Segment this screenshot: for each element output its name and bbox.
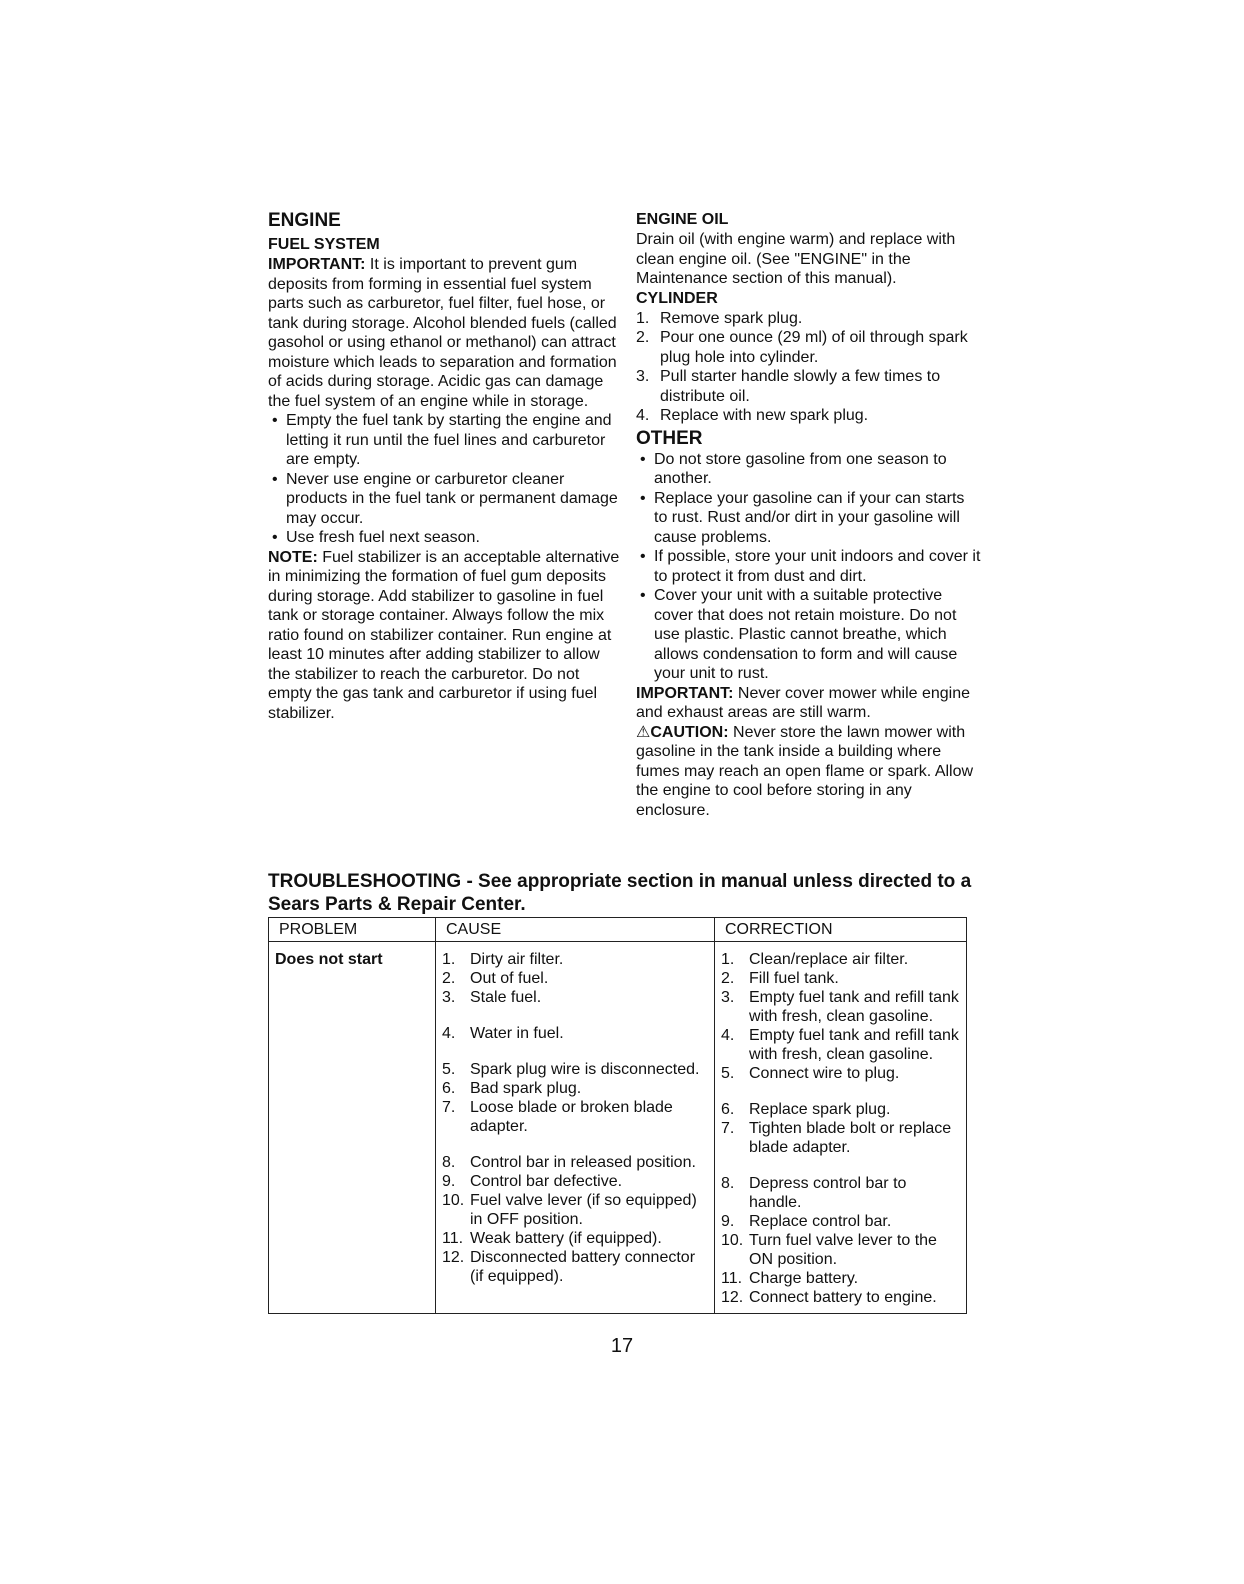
list-item: 2. Pour one ounce (29 ml) of oil through spark plug hole into cylinder. <box>636 329 968 366</box>
list-item: 4. Replace with new spark plug. <box>636 407 869 424</box>
list-item: 1. Dirty air filter. <box>442 951 564 968</box>
header-problem: PROBLEM <box>269 918 436 942</box>
list-item: 1. Clean/replace air filter. <box>721 951 909 968</box>
list-item: 3. Empty fuel tank and refill tank with fresh, clean gasoline. <box>721 989 959 1025</box>
list-item: • Use fresh fuel next season. <box>268 528 620 548</box>
important-label: IMPORTANT: <box>268 256 366 273</box>
list-item: 2. Fill fuel tank. <box>721 970 839 987</box>
header-cause: CAUSE <box>436 918 715 942</box>
table-header-row <box>269 918 967 942</box>
troubleshooting-table <box>268 917 967 1314</box>
list-item: 8. Control bar in released position. <box>442 1154 696 1171</box>
caution-label: CAUTION: <box>650 723 729 741</box>
important-label: IMPORTANT: <box>636 684 734 702</box>
important-text: It is important to prevent gum deposits from forming in essential fuel system parts such as carburetor, fuel filter, fuel hose, or tank during storage. Alcohol blended fuels (called gasohol or using ethanol or methanol) can attract moisture which leads to separation and formation of acids during storage. Acidic gas can damage the fuel system of an engine while in storage. <box>268 256 617 410</box>
table-row <box>269 942 967 1314</box>
correction-cell <box>715 942 967 1314</box>
list-item: 7. Loose blade or broken blade adapter. <box>442 1099 673 1135</box>
note-text: Fuel stabilizer is an acceptable alternative in minimizing the formation of fuel gum deposits during storage. Add stabilizer to gasoline in fuel tank or storage container. Always follow the mix ratio found on stabilizer container. Run engine at least 10 minutes after adding stabilizer to allow the stabilizer to reach the carburetor. Do not empty the gas tank and carburetor if using fuel stabilizer. <box>268 548 620 722</box>
other-heading: OTHER <box>636 427 703 449</box>
list-item: 7. Tighten blade bolt or replace blade adapter. <box>721 1120 952 1156</box>
caution-text: Never store the lawn mower with gasoline in the tank inside a building where fumes may reach an open flame or spark. Allow the engine to cool before storing in any enclosure. <box>636 723 974 819</box>
cause-list <box>442 950 710 1286</box>
list-item: • Do not store gasoline from one season to another. <box>636 450 981 489</box>
note-paragraph <box>268 548 620 724</box>
correction-list <box>721 950 962 1307</box>
list-item: 6. Bad spark plug. <box>442 1080 582 1097</box>
list-item: 12. Disconnected battery connector (if equipped). <box>442 1249 696 1285</box>
fuel-bullet-list <box>268 411 620 548</box>
engine-heading: ENGINE <box>268 210 341 231</box>
list-item: 1. Remove spark plug. <box>636 309 803 327</box>
list-item: • Replace your gasoline can if your can starts to rust. Rust and/or dirt in your gasoline will cause problems. <box>636 489 981 548</box>
list-item: • Cover your unit with a suitable protective cover that does not retain moisture. Do not use plastic. Plastic cannot breathe, which allows condensation to form and will cause your unit to rust. <box>636 586 981 684</box>
list-item: 9. Control bar defective. <box>442 1173 623 1190</box>
list-item: • Empty the fuel tank by starting the engine and letting it run until the fuel lines and carburetor are empty. <box>268 411 620 470</box>
list-item: 5. Spark plug wire is disconnected. <box>442 1061 700 1078</box>
list-item: • Never use engine or carburetor cleaner products in the fuel tank or permanent damage may occur. <box>268 470 620 529</box>
list-item: 3. Stale fuel. <box>442 989 542 1006</box>
list-item: 10. Turn fuel valve lever to the ON position. <box>721 1232 937 1268</box>
list-item: • If possible, store your unit indoors and cover it to protect it from dust and dirt. <box>636 547 981 586</box>
list-item: 8. Depress control bar to handle. <box>721 1175 907 1211</box>
list-item: 4. Empty fuel tank and refill tank with fresh, clean gasoline. <box>721 1027 959 1063</box>
storage-important-paragraph <box>636 684 981 723</box>
problem-text: Does not start <box>275 951 383 968</box>
header-correction: CORRECTION <box>715 918 967 942</box>
engine-oil-heading: ENGINE OIL <box>636 211 729 228</box>
caution-paragraph <box>636 723 981 821</box>
fuel-important-paragraph <box>268 255 620 411</box>
list-item: 5. Connect wire to plug. <box>721 1065 900 1082</box>
list-item: 6. Replace spark plug. <box>721 1101 891 1118</box>
cause-cell <box>436 942 715 1314</box>
cylinder-steps <box>636 309 981 426</box>
note-label: NOTE: <box>268 548 318 566</box>
page-number: 17 <box>610 1335 634 1357</box>
engine-oil-text: Drain oil (with engine warm) and replace with clean engine oil. (See "ENGINE" in the Maintenance section of this manual). <box>636 231 956 287</box>
list-item: 10. Fuel valve lever (if so equipped) in OFF position. <box>442 1192 697 1228</box>
list-item: 2. Out of fuel. <box>442 970 549 987</box>
warning-icon: ⚠ <box>636 723 651 741</box>
cylinder-heading: CYLINDER <box>636 289 718 307</box>
list-item: 9. Replace control bar. <box>721 1213 892 1230</box>
list-item: 4. Water in fuel. <box>442 1025 564 1042</box>
list-item: 11. Weak battery (if equipped). <box>442 1230 662 1247</box>
important-text: Never cover mower while engine and exhaust areas are still warm. <box>636 684 971 721</box>
fuel-system-heading: FUEL SYSTEM <box>268 236 380 253</box>
problem-cell <box>269 942 436 1314</box>
troubleshooting-section <box>268 870 984 1314</box>
list-item: 12. Connect battery to engine. <box>721 1289 937 1306</box>
right-column <box>636 210 981 820</box>
list-item: 11. Charge battery. <box>721 1270 859 1287</box>
list-item: 3. Pull starter handle slowly a few times to distribute oil. <box>636 368 941 405</box>
troubleshooting-title: TROUBLESHOOTING - See appropriate section in manual unless directed to a Sears Parts & Repair Center. <box>268 871 972 915</box>
other-bullet-list <box>636 450 981 684</box>
left-column <box>268 210 620 723</box>
